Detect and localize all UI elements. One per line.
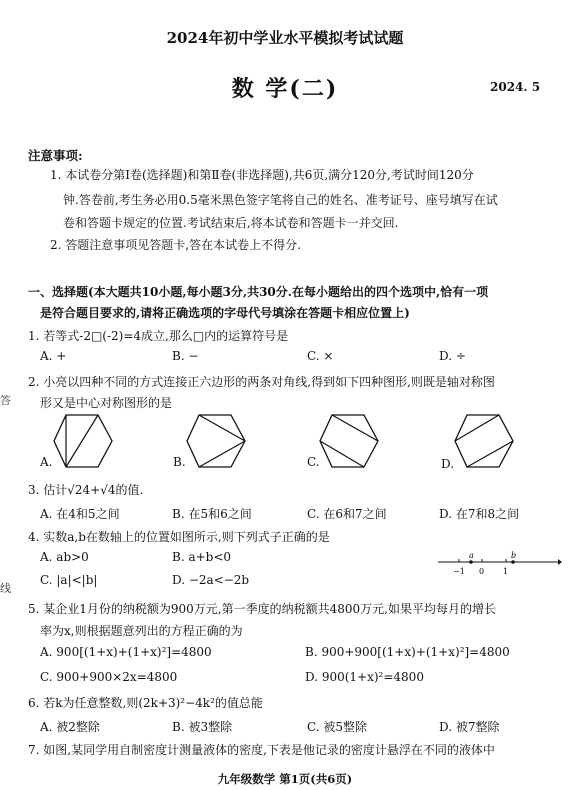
q6-option-d: D. 被7整除 xyxy=(439,720,500,734)
notes-item-2: 2. 答题注意事项见答题卡,答在本试卷上不得分. xyxy=(50,238,301,252)
q1-stem: 1. 若等式-2□(-2)=4成立,那么□内的运算符号是 xyxy=(28,329,289,343)
notes-heading: 注意事项: xyxy=(28,148,83,163)
q7-stem: 7. 如图,某同学用自制密度计测量液体的密度,下表是他记录的密度计悬浮在不同的液体中 xyxy=(28,743,495,757)
q3-option-b: B. 在5和6之间 xyxy=(172,507,252,521)
notes-item-1-line3: 卷和答题卡规定的位置.考试结束后,将本试卷和答题卡一并交回. xyxy=(63,216,399,230)
q3-stem: 3. 估计√24+√4的值. xyxy=(28,483,144,497)
q4-stem: 4. 实数a,b在数轴上的位置如图所示,则下列式子正确的是 xyxy=(28,530,330,544)
q2-figure-d xyxy=(453,413,515,469)
point-b xyxy=(511,560,515,564)
q2-figure-b xyxy=(185,413,247,469)
q4-option-d: D. −2a<−2b xyxy=(172,573,250,587)
notes-item-1-line1: 1. 本试卷分第Ⅰ卷(选择题)和第Ⅱ卷(非选择题),共6页,满分120分,考试时间120分 xyxy=(50,168,474,182)
q4-option-a: A. ab>0 xyxy=(40,550,89,564)
tick-label-zero: 0 xyxy=(479,567,485,576)
q2-figure-a xyxy=(52,413,114,469)
number-line xyxy=(434,550,562,580)
q1-option-b: B. − xyxy=(172,349,199,363)
section-heading-line1: 一、选择题(本大题共10小题,每小题3分,共30分.在每小题给出的四个选项中,恰有一项 xyxy=(28,285,489,299)
q2-option-c: C. xyxy=(307,455,320,469)
label-b: b xyxy=(511,551,517,560)
q5-option-d: D. 900(1+x)²=4800 xyxy=(305,670,424,684)
q6-stem: 6. 若k为任意整数,则(2k+3)²−4k²的值总能 xyxy=(28,696,263,710)
exam-title: 2024年初中学业水平模拟考试试题 xyxy=(166,29,404,47)
tick-label-minus-one: −1 xyxy=(453,567,465,576)
q4-option-b: B. a+b<0 xyxy=(172,550,232,564)
q6-option-b: B. 被3整除 xyxy=(172,720,233,734)
page-footer: 九年级数学 第1页(共6页) xyxy=(217,772,353,786)
q5-option-b: B. 900+900[(1+x)+(1+x)²]=4800 xyxy=(305,645,510,659)
margin-mark: 答 xyxy=(0,394,11,407)
q5-option-a: A. 900[(1+x)+(1+x)²]=4800 xyxy=(40,645,212,659)
q4-option-c: C. |a|<|b| xyxy=(40,573,98,587)
q2-option-b: B. xyxy=(173,455,186,469)
q5-stem-line2: 率为x,则根据题意列出的方程正确的为 xyxy=(40,624,243,638)
q3-option-c: C. 在6和7之间 xyxy=(307,507,387,521)
q1-option-a: A. + xyxy=(40,349,67,363)
exam-date: 2024. 5 xyxy=(490,80,541,94)
q3-option-d: D. 在7和8之间 xyxy=(439,507,520,521)
q1-option-d: D. ÷ xyxy=(439,349,466,363)
q2-figure-c xyxy=(318,413,380,469)
point-a xyxy=(469,560,473,564)
q6-option-a: A. 被2整除 xyxy=(40,720,100,734)
q3-option-a: A. 在4和5之间 xyxy=(40,507,120,521)
tick-label-one: 1 xyxy=(503,567,509,576)
q5-stem-line1: 5. 某企业1月份的纳税额为900万元,第一季度的纳税额共4800万元,如果平均每月的增长 xyxy=(28,602,496,616)
section-heading-line2: 是符合题目要求的,请将正确选项的字母代号填涂在答题卡相应位置上) xyxy=(40,306,410,320)
q2-option-a: A. xyxy=(40,455,53,469)
q2-stem-line2: 形又是中心对称图形的是 xyxy=(40,396,173,410)
q2-stem-line1: 2. 小亮以四种不同的方式连接正六边形的两条对角线,得到如下四种图形,则既是轴对称图 xyxy=(28,375,495,389)
q6-option-c: C. 被5整除 xyxy=(307,720,368,734)
subject-title: 数 学(二) xyxy=(231,76,339,102)
q2-option-d: D. xyxy=(441,457,455,471)
margin-mark: 线 xyxy=(0,582,11,595)
label-a: a xyxy=(469,551,474,560)
q1-option-c: C. × xyxy=(307,349,334,363)
notes-item-1-line2: 钟.答卷前,考生务必用0.5毫米黑色签字笔将自己的姓名、准考证号、座号填写在试 xyxy=(63,193,498,207)
q5-option-c: C. 900+900×2x=4800 xyxy=(40,670,178,684)
